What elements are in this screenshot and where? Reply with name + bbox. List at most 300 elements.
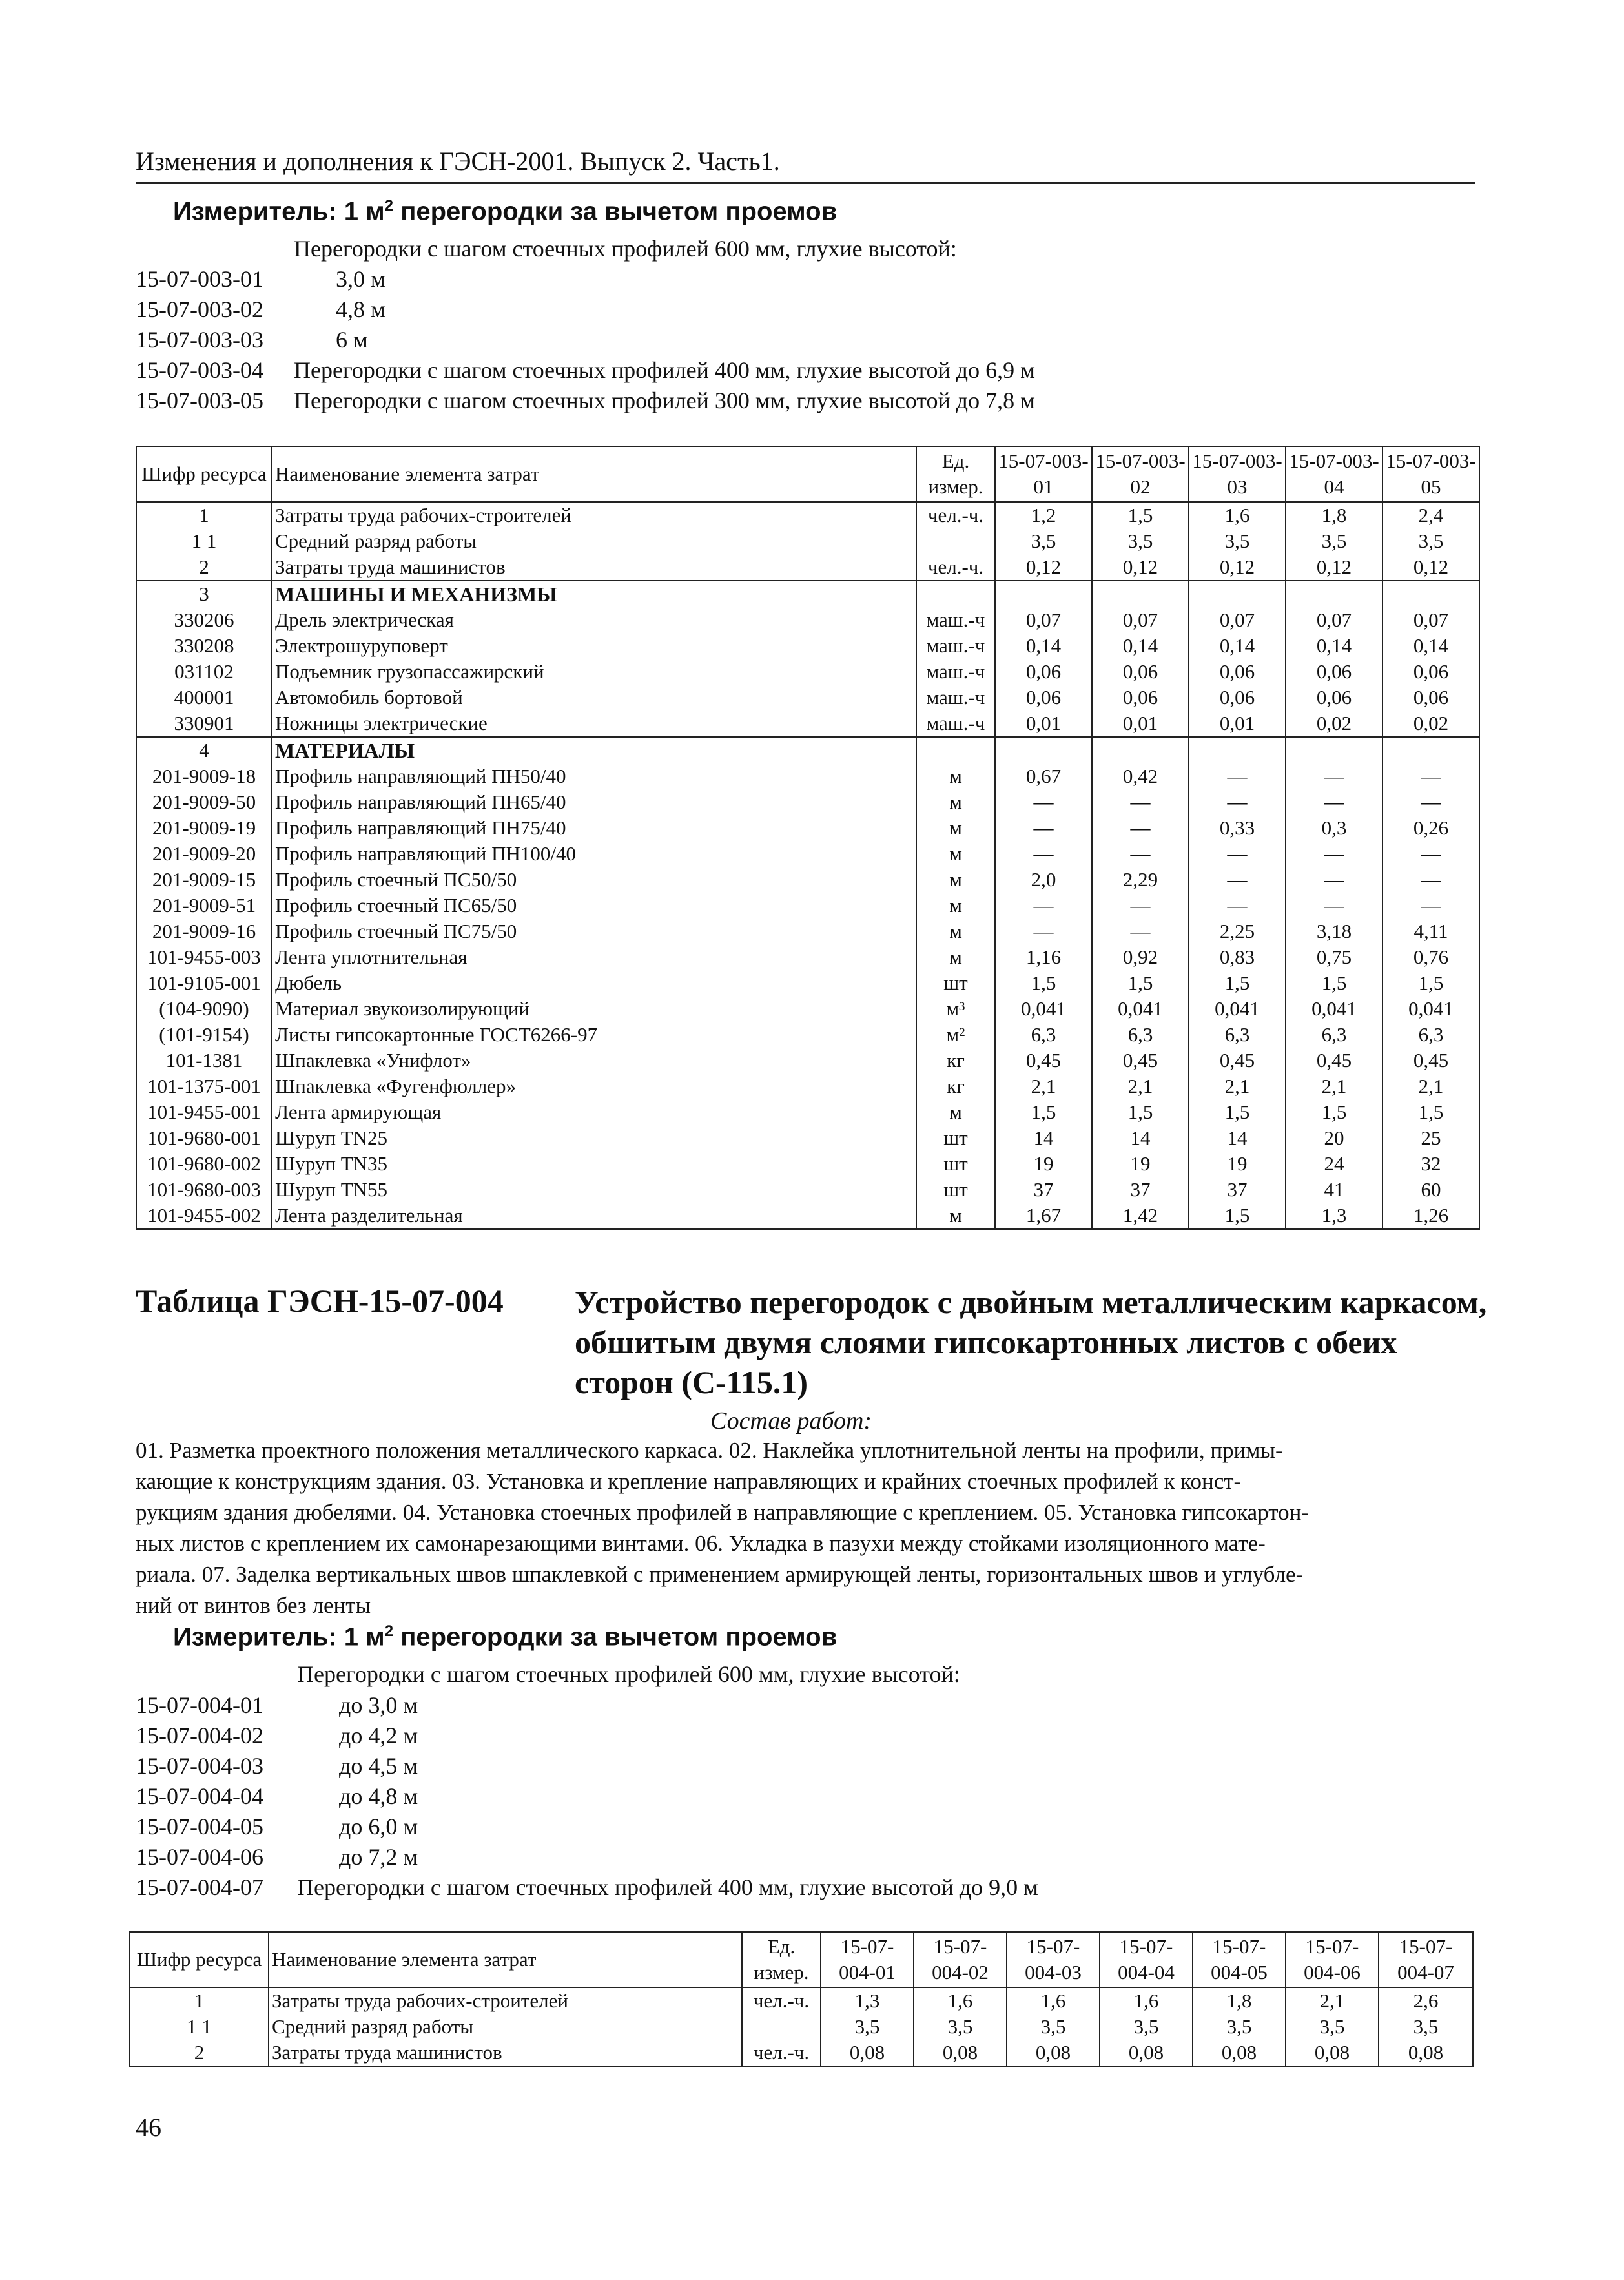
- table-cell: 0,06: [995, 659, 1092, 685]
- table-cell: Профиль направляющий ПН100/40: [272, 841, 916, 867]
- table-cell: 3,5: [1100, 2014, 1193, 2040]
- work-line-3: рукциям здания дюбелями. 04. Установка стоечных профилей в направляющие с креплением. 05. Установка гипсокартон-: [136, 1500, 1309, 1525]
- table-cell: 2,4: [1382, 502, 1479, 528]
- table-cell: м: [916, 1203, 995, 1229]
- code-number: 15-07-003-01: [136, 266, 263, 292]
- work-line-1: 01. Разметка проектного положения металлического каркаса. 02. Наклейка уплотнительной ленты на профили, примы-: [136, 1438, 1283, 1463]
- table-cell: 1,5: [1286, 970, 1382, 996]
- table-row: [136, 528, 1479, 554]
- measure-sup: 2: [384, 197, 394, 214]
- table-cell: 0,76: [1382, 944, 1479, 970]
- table-cell: 1,5: [1092, 502, 1189, 528]
- column-header: 15-07-003-05: [1382, 446, 1479, 502]
- table-cell: МАТЕРИАЛЫ: [272, 737, 916, 763]
- table-cell: 41: [1286, 1177, 1382, 1203]
- table-number: Таблица ГЭСН-15-07-004: [136, 1283, 504, 1319]
- table-cell: м: [916, 789, 995, 815]
- table-row: [136, 502, 1479, 528]
- table-cell: 0,06: [1382, 685, 1479, 710]
- code-description: Перегородки с шагом стоечных профилей 400 мм, глухие высотой до 6,9 м: [294, 357, 1035, 383]
- work-composition: [136, 1435, 1479, 1621]
- table-cell: 0,12: [1382, 554, 1479, 581]
- work-line-2: кающие к конструкциям здания. 03. Установка и крепление направляющих и крайних стоечных профилей к конст-: [136, 1469, 1242, 1494]
- table-cell: 101-9105-001: [136, 970, 272, 996]
- table-cell: 0,45: [995, 1048, 1092, 1073]
- table-cell: Дюбель: [272, 970, 916, 996]
- table-cell: 25: [1382, 1125, 1479, 1151]
- table-cell: 201-9009-19: [136, 815, 272, 841]
- table-cell: м: [916, 763, 995, 789]
- code-number: 15-07-004-04: [136, 1783, 263, 1809]
- table-cell: 0,08: [1379, 2040, 1473, 2066]
- column-header: 15-07-004-02: [914, 1932, 1007, 1987]
- table-cell: шт: [916, 1177, 995, 1203]
- table-cell: 1,5: [1092, 1099, 1189, 1125]
- column-header: 15-07-004-06: [1286, 1932, 1379, 1987]
- table-cell: 1,5: [1189, 1099, 1286, 1125]
- table-cell: 19: [1092, 1151, 1189, 1177]
- code-description: 3,0 м: [336, 266, 385, 292]
- table-cell: 0,12: [995, 554, 1092, 581]
- table-cell: 2,1: [995, 1073, 1092, 1099]
- table-cell: 1,5: [1382, 1099, 1479, 1125]
- table-cell: —: [1382, 763, 1479, 789]
- table-cell: [995, 581, 1092, 607]
- table-cell: 14: [995, 1125, 1092, 1151]
- table-cell: 0,33: [1189, 815, 1286, 841]
- code-number: 15-07-004-03: [136, 1753, 263, 1779]
- table-row: [136, 789, 1479, 815]
- table-cell: 19: [995, 1151, 1092, 1177]
- table-cell: 031102: [136, 659, 272, 685]
- work-composition-title: Состав работ:: [710, 1407, 872, 1435]
- measure-prefix: Измеритель: 1 м: [173, 1622, 385, 1652]
- table-cell: 3,5: [821, 2014, 914, 2040]
- table-cell: 0,14: [995, 633, 1092, 659]
- table-cell: [1092, 737, 1189, 763]
- table-cell: 0,06: [995, 685, 1092, 710]
- table-cell: 101-9680-001: [136, 1125, 272, 1151]
- table-cell: [1382, 581, 1479, 607]
- table-cell: шт: [916, 970, 995, 996]
- table-cell: 3,5: [1007, 2014, 1100, 2040]
- table-cell: 201-9009-51: [136, 893, 272, 918]
- table-cell: МАШИНЫ И МЕХАНИЗМЫ: [272, 581, 916, 607]
- table-cell: м: [916, 867, 995, 893]
- table-cell: Средний разряд работы: [272, 528, 916, 554]
- code-number: 15-07-004-07: [136, 1874, 263, 1900]
- table-row: [136, 1099, 1479, 1125]
- measure-line-1: [173, 197, 837, 226]
- table-row: [136, 554, 1479, 581]
- table-cell: 201-9009-16: [136, 918, 272, 944]
- table-cell: 0,02: [1382, 710, 1479, 737]
- table-cell: 6,3: [1189, 1022, 1286, 1048]
- page-number: 46: [136, 2113, 161, 2142]
- table-cell: 1,5: [1189, 970, 1286, 996]
- table-cell: 2,1: [1382, 1073, 1479, 1099]
- table-cell: 2,6: [1379, 1987, 1473, 2014]
- table-cell: 37: [1092, 1177, 1189, 1203]
- table-row: [136, 944, 1479, 970]
- table-row: [136, 710, 1479, 737]
- table-cell: 0,67: [995, 763, 1092, 789]
- table-cell: 0,08: [821, 2040, 914, 2066]
- table-cell: —: [1189, 763, 1286, 789]
- table-cell: 0,06: [1382, 659, 1479, 685]
- table-cell: 0,08: [1007, 2040, 1100, 2066]
- table-cell: 0,14: [1092, 633, 1189, 659]
- measure-suffix: перегородки за вычетом проемов: [393, 197, 838, 226]
- table-cell: 2,29: [1092, 867, 1189, 893]
- work-line-6: ний от винтов без ленты: [136, 1593, 371, 1618]
- table-cell: 0,83: [1189, 944, 1286, 970]
- code-number: 15-07-004-01: [136, 1692, 263, 1718]
- table-cell: 2,1: [1092, 1073, 1189, 1099]
- table-cell: 3,5: [1382, 528, 1479, 554]
- table-cell: Шуруп TN35: [272, 1151, 916, 1177]
- table-cell: 101-9455-002: [136, 1203, 272, 1229]
- table-cell: 201-9009-20: [136, 841, 272, 867]
- table-cell: 0,42: [1092, 763, 1189, 789]
- column-header: Ед. измер.: [916, 446, 995, 502]
- table-cell: 0,12: [1092, 554, 1189, 581]
- table-cell: 0,041: [1382, 996, 1479, 1022]
- table-cell: 1,5: [1382, 970, 1479, 996]
- table-cell: 1 1: [136, 528, 272, 554]
- table-cell: Профиль стоечный ПС65/50: [272, 893, 916, 918]
- table-cell: 0,3: [1286, 815, 1382, 841]
- table-cell: 2,1: [1286, 1073, 1382, 1099]
- table-title-line-2: обшитым двумя слоями гипсокартонных листов с обеих: [575, 1324, 1397, 1360]
- page-header: Изменения и дополнения к ГЭСН-2001. Выпуск 2. Часть1.: [136, 141, 1475, 184]
- measure-prefix: Измеритель: 1 м: [173, 197, 385, 226]
- table-cell: маш.-ч: [916, 685, 995, 710]
- table-cell: 1,6: [1189, 502, 1286, 528]
- table-cell: 3,5: [914, 2014, 1007, 2040]
- table-cell: м²: [916, 1022, 995, 1048]
- table-row: [136, 659, 1479, 685]
- table-cell: 19: [1189, 1151, 1286, 1177]
- table-cell: 0,07: [1189, 607, 1286, 633]
- table-cell: 0,041: [995, 996, 1092, 1022]
- table-row: [136, 685, 1479, 710]
- table-title: [575, 1282, 1486, 1402]
- column-header: Ед. измер.: [742, 1932, 821, 1987]
- table-cell: Листы гипсокартонные ГОСТ6266-97: [272, 1022, 916, 1048]
- table-cell: Затраты труда рабочих-строителей: [269, 1987, 742, 2014]
- table-row: [136, 815, 1479, 841]
- table-cell: Дрель электрическая: [272, 607, 916, 633]
- table-cell: [916, 581, 995, 607]
- table-cell: Профиль стоечный ПС50/50: [272, 867, 916, 893]
- table-cell: —: [1092, 815, 1189, 841]
- table-cell: 0,041: [1286, 996, 1382, 1022]
- table-cell: чел.-ч.: [916, 502, 995, 528]
- table-cell: 1,6: [914, 1987, 1007, 2014]
- table-cell: 0,26: [1382, 815, 1479, 841]
- table-cell: м: [916, 815, 995, 841]
- table-cell: м: [916, 893, 995, 918]
- table-cell: —: [1382, 893, 1479, 918]
- table-cell: 0,75: [1286, 944, 1382, 970]
- code-description: до 4,5 м: [339, 1753, 418, 1779]
- table-cell: 37: [995, 1177, 1092, 1203]
- table-title-line-1: Устройство перегородок с двойным металлическим каркасом,: [575, 1284, 1487, 1320]
- table-cell: 0,06: [1092, 685, 1189, 710]
- table-cell: 0,14: [1286, 633, 1382, 659]
- table-cell: 3,18: [1286, 918, 1382, 944]
- code-description: 4,8 м: [336, 296, 385, 322]
- code-number: 15-07-004-02: [136, 1723, 263, 1748]
- table-cell: [916, 528, 995, 554]
- table-row: [136, 970, 1479, 996]
- table-row: [136, 1048, 1479, 1073]
- table-cell: 6,3: [995, 1022, 1092, 1048]
- table-cell: —: [995, 789, 1092, 815]
- table-cell: Электрошуруповерт: [272, 633, 916, 659]
- table-cell: —: [995, 918, 1092, 944]
- table-cell: 1,5: [1189, 1203, 1286, 1229]
- table-cell: 0,14: [1382, 633, 1479, 659]
- table-cell: м: [916, 841, 995, 867]
- table-cell: 101-9455-003: [136, 944, 272, 970]
- table-cell: 3,5: [1286, 2014, 1379, 2040]
- code-number: 15-07-003-05: [136, 388, 263, 413]
- table-cell: —: [1189, 789, 1286, 815]
- table-cell: 400001: [136, 685, 272, 710]
- table-cell: чел.-ч.: [742, 2040, 821, 2066]
- table-cell: 3,5: [1286, 528, 1382, 554]
- resource-table-004: [129, 1931, 1474, 2067]
- table-row: [136, 893, 1479, 918]
- table-cell: —: [995, 815, 1092, 841]
- column-header: 15-07-003-04: [1286, 446, 1382, 502]
- table-cell: [1286, 737, 1382, 763]
- table-cell: —: [1286, 893, 1382, 918]
- table-cell: 32: [1382, 1151, 1479, 1177]
- table-cell: —: [1189, 893, 1286, 918]
- table-cell: [1382, 737, 1479, 763]
- table-cell: 101-9680-003: [136, 1177, 272, 1203]
- table-cell: 1: [130, 1987, 269, 2014]
- table-cell: 201-9009-50: [136, 789, 272, 815]
- table-cell: Затраты труда машинистов: [272, 554, 916, 581]
- table-cell: —: [1286, 789, 1382, 815]
- table-cell: м: [916, 944, 995, 970]
- table-row: [136, 763, 1479, 789]
- table-cell: 201-9009-15: [136, 867, 272, 893]
- measure-suffix: перегородки за вычетом проемов: [393, 1622, 838, 1652]
- table-cell: 2,1: [1189, 1073, 1286, 1099]
- table-cell: —: [995, 893, 1092, 918]
- table-cell: Профиль стоечный ПС75/50: [272, 918, 916, 944]
- column-header: Шифр ресурса: [130, 1932, 269, 1987]
- table-cell: (101-9154): [136, 1022, 272, 1048]
- table-cell: 2,1: [1286, 1987, 1379, 2014]
- table-cell: 1,6: [1007, 1987, 1100, 2014]
- table-title-line-3: сторон (С-115.1): [575, 1364, 808, 1400]
- table-cell: —: [1382, 841, 1479, 867]
- table-cell: 3: [136, 581, 272, 607]
- table-cell: 0,08: [1286, 2040, 1379, 2066]
- section1-intro: Перегородки с шагом стоечных профилей 600 мм, глухие высотой:: [294, 236, 957, 262]
- table-cell: 0,08: [1100, 2040, 1193, 2066]
- table-cell: Шпаклевка «Фугенфюллер»: [272, 1073, 916, 1099]
- table-cell: Лента разделительная: [272, 1203, 916, 1229]
- table-cell: 0,07: [995, 607, 1092, 633]
- table-cell: Затраты труда машинистов: [269, 2040, 742, 2066]
- table-cell: Профиль направляющий ПН50/40: [272, 763, 916, 789]
- table-cell: 6,3: [1092, 1022, 1189, 1048]
- table-cell: 1,3: [1286, 1203, 1382, 1229]
- table-cell: 0,92: [1092, 944, 1189, 970]
- table-cell: шт: [916, 1151, 995, 1177]
- table-cell: 0,08: [914, 2040, 1007, 2066]
- table-cell: 330208: [136, 633, 272, 659]
- table-cell: —: [1286, 763, 1382, 789]
- table-cell: —: [1092, 918, 1189, 944]
- table-cell: 3,5: [1092, 528, 1189, 554]
- table-row: [130, 1987, 1473, 2014]
- code-description: Перегородки с шагом стоечных профилей 300 мм, глухие высотой до 7,8 м: [294, 388, 1035, 413]
- table-cell: Лента армирующая: [272, 1099, 916, 1125]
- table-cell: маш.-ч: [916, 659, 995, 685]
- table-row: [136, 996, 1479, 1022]
- table-cell: 2: [130, 2040, 269, 2066]
- table-cell: [995, 737, 1092, 763]
- work-line-5: риала. 07. Заделка вертикальных швов шпаклевкой с применением армирующей ленты, горизонтальных швов и углубле-: [136, 1562, 1304, 1587]
- table-cell: 37: [1189, 1177, 1286, 1203]
- table-cell: 3,5: [1379, 2014, 1473, 2040]
- table-cell: маш.-ч: [916, 710, 995, 737]
- measure-line-2: [173, 1622, 837, 1652]
- table-row: [136, 867, 1479, 893]
- table-row: [136, 607, 1479, 633]
- table-cell: м: [916, 1099, 995, 1125]
- table-cell: Средний разряд работы: [269, 2014, 742, 2040]
- table-cell: шт: [916, 1125, 995, 1151]
- table-cell: [916, 737, 995, 763]
- table-cell: 0,06: [1286, 685, 1382, 710]
- table-cell: Шуруп TN55: [272, 1177, 916, 1203]
- code-description: до 3,0 м: [339, 1692, 418, 1718]
- code-number: 15-07-004-05: [136, 1814, 263, 1840]
- table-cell: 101-9455-001: [136, 1099, 272, 1125]
- table-cell: 0,45: [1286, 1048, 1382, 1073]
- table-cell: м: [916, 918, 995, 944]
- section2-intro: Перегородки с шагом стоечных профилей 600 мм, глухие высотой:: [297, 1661, 960, 1687]
- table-cell: 0,07: [1382, 607, 1479, 633]
- table-cell: 1,67: [995, 1203, 1092, 1229]
- table-cell: 0,06: [1286, 659, 1382, 685]
- table-cell: 1,26: [1382, 1203, 1479, 1229]
- column-header: 15-07-004-03: [1007, 1932, 1100, 1987]
- table-cell: 2,25: [1189, 918, 1286, 944]
- resource-table-003: [136, 446, 1480, 1230]
- table-cell: 0,45: [1092, 1048, 1189, 1073]
- code-number: 15-07-003-02: [136, 296, 263, 322]
- table-cell: 0,07: [1092, 607, 1189, 633]
- table-cell: 0,041: [1092, 996, 1189, 1022]
- code-number: 15-07-003-04: [136, 357, 263, 383]
- table-cell: Шпаклевка «Унифлот»: [272, 1048, 916, 1073]
- measure-sup: 2: [384, 1622, 394, 1640]
- table-cell: 14: [1092, 1125, 1189, 1151]
- table-cell: Затраты труда рабочих-строителей: [272, 502, 916, 528]
- table-cell: кг: [916, 1048, 995, 1073]
- code-description: до 4,8 м: [339, 1783, 418, 1809]
- table-cell: 1,42: [1092, 1203, 1189, 1229]
- table-cell: 2: [136, 554, 272, 581]
- table-cell: 24: [1286, 1151, 1382, 1177]
- column-header: 15-07-004-01: [821, 1932, 914, 1987]
- table-cell: Материал звукоизолирующий: [272, 996, 916, 1022]
- table-row: [136, 1203, 1479, 1229]
- table-cell: —: [1189, 841, 1286, 867]
- table-cell: —: [1189, 867, 1286, 893]
- table-cell: 101-9680-002: [136, 1151, 272, 1177]
- table-cell: Подъемник грузопассажирский: [272, 659, 916, 685]
- table-cell: 3,5: [1193, 2014, 1286, 2040]
- table-cell: маш.-ч: [916, 607, 995, 633]
- table-row: [136, 1073, 1479, 1099]
- table-cell: 0,01: [1092, 710, 1189, 737]
- table-cell: —: [1092, 841, 1189, 867]
- work-line-4: ных листов с креплением их самонарезающими винтами. 06. Укладка в пазухи между стойками изоляционного мате-: [136, 1531, 1266, 1556]
- table-cell: —: [1286, 867, 1382, 893]
- table-cell: кг: [916, 1073, 995, 1099]
- table-cell: 101-1375-001: [136, 1073, 272, 1099]
- column-header: 15-07-004-07: [1379, 1932, 1473, 1987]
- table-cell: 20: [1286, 1125, 1382, 1151]
- table-cell: 1,5: [1286, 1099, 1382, 1125]
- table-row: [136, 633, 1479, 659]
- table-cell: 0,02: [1286, 710, 1382, 737]
- table-row: [136, 1022, 1479, 1048]
- table-row: [130, 2040, 1473, 2066]
- table-cell: [1286, 581, 1382, 607]
- table-cell: —: [1286, 841, 1382, 867]
- table-cell: чел.-ч.: [916, 554, 995, 581]
- table-cell: 0,01: [995, 710, 1092, 737]
- table-cell: 4: [136, 737, 272, 763]
- table-cell: —: [1092, 789, 1189, 815]
- table-row: [136, 1177, 1479, 1203]
- code-number: 15-07-004-06: [136, 1844, 263, 1870]
- code-description: до 7,2 м: [339, 1844, 418, 1870]
- table-cell: 0,12: [1189, 554, 1286, 581]
- table-cell: маш.-ч: [916, 633, 995, 659]
- code-description: до 4,2 м: [339, 1723, 418, 1748]
- table-cell: —: [1382, 867, 1479, 893]
- table-cell: 330901: [136, 710, 272, 737]
- table-cell: 3,5: [995, 528, 1092, 554]
- table-cell: 1,16: [995, 944, 1092, 970]
- table-row: [130, 2014, 1473, 2040]
- table-cell: —: [995, 841, 1092, 867]
- table-cell: 330206: [136, 607, 272, 633]
- column-header: 15-07-003-02: [1092, 446, 1189, 502]
- table-cell: 0,07: [1286, 607, 1382, 633]
- table-cell: (104-9090): [136, 996, 272, 1022]
- column-header: 15-07-003-01: [995, 446, 1092, 502]
- table-cell: 0,08: [1193, 2040, 1286, 2066]
- code-description: до 6,0 м: [339, 1814, 418, 1840]
- table-cell: 1,2: [995, 502, 1092, 528]
- table-cell: 0,12: [1286, 554, 1382, 581]
- column-header: Наименование элемента затрат: [269, 1932, 742, 1987]
